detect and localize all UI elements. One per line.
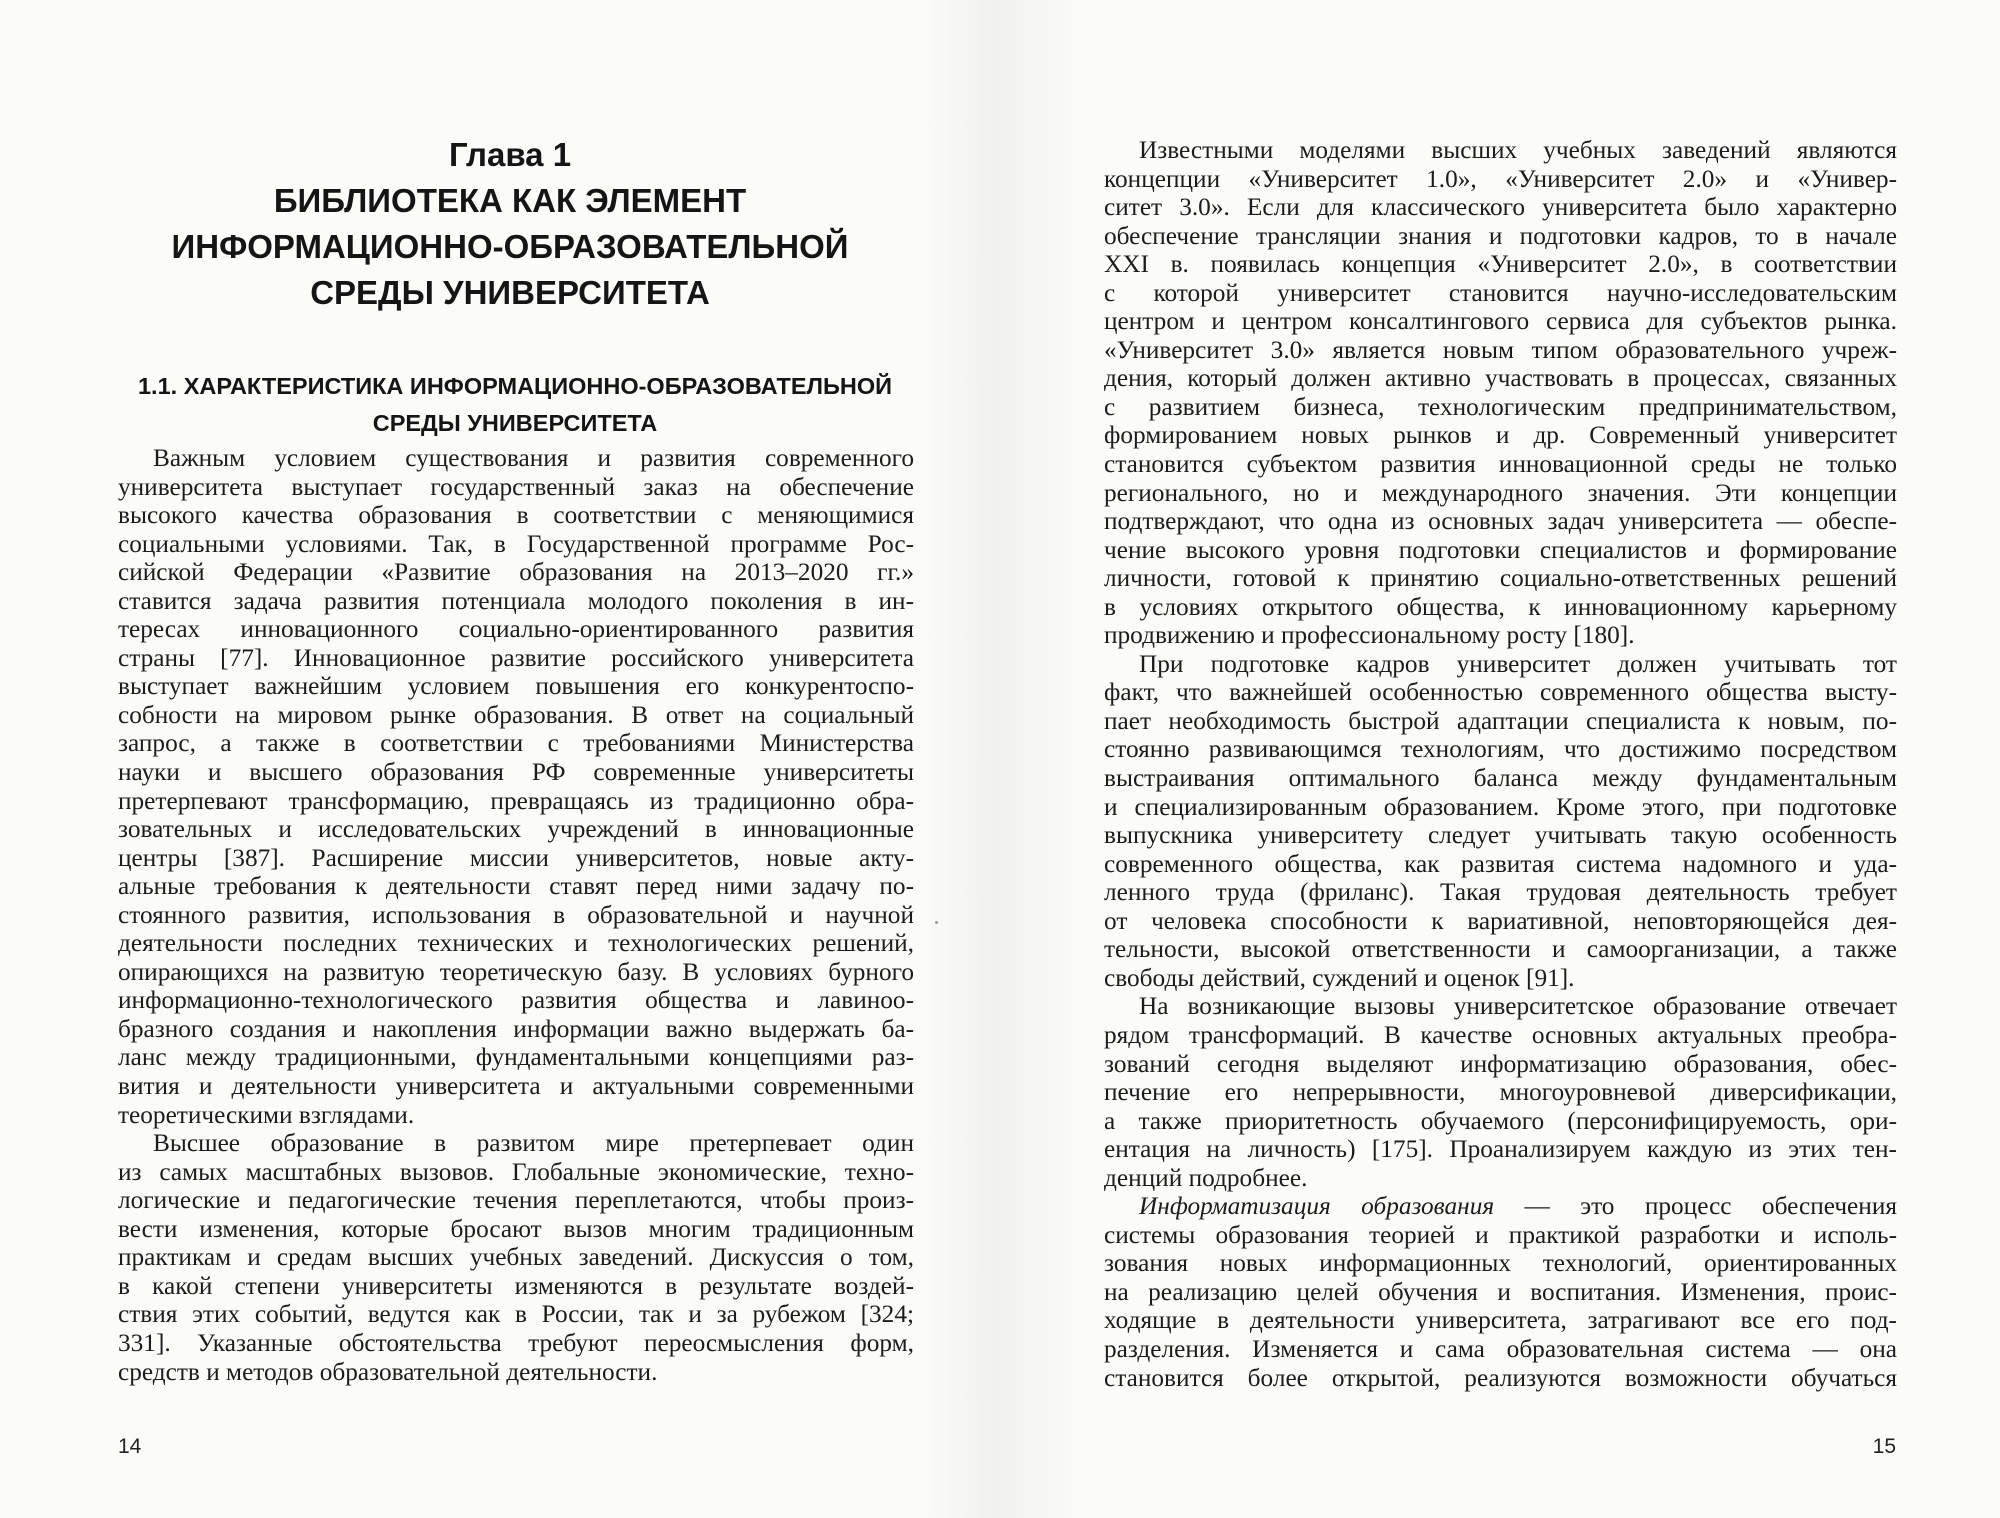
text-line: чение высокого уровня подготовки специалистов и формирование <box>1104 535 1897 564</box>
text-line: информационно-технологического развития общества и лавинoo- <box>118 986 914 1015</box>
text-line: концепции «Университет 1.0», «Университет 2.0» и «Универ- <box>1104 164 1897 193</box>
text-line: Известными моделями высших учебных заведений являются <box>1139 136 1897 164</box>
text-line: ходящие в деятельности университета, затрагивают все его под- <box>1104 1306 1897 1335</box>
text-line: на реализацию целей обучения и воспитания. Изменения, проис- <box>1104 1277 1897 1306</box>
text-line: продвижению и профессиональному росту [180]. <box>1104 621 1635 650</box>
text-line: стоянно развивающимся технологиям, что достижимо посредством <box>1104 735 1897 764</box>
text-line: средств и методов образовательной деятельности. <box>118 1357 658 1386</box>
text-line: деятельности последних технических и технологических решений, <box>118 929 914 958</box>
text-line: современного общества, как развитая система надомного и уда- <box>1104 849 1897 878</box>
text-line: и специализированным образованием. Кроме этого, при подготовке <box>1104 792 1897 821</box>
text-line: регионального, но и международного значения. Эти концепции <box>1104 478 1897 507</box>
text-line: альные требования к деятельности ставят перед ними задачу по- <box>118 872 914 901</box>
text-line: формированием новых рынков и др. Современный университет <box>1104 421 1897 450</box>
text-line: печение его непрерывности, многоуровневой диверсификации, <box>1104 1078 1897 1107</box>
text-line: сийской Федерации «Развитие образования на 2013–2020 гг.» <box>118 558 914 587</box>
text-line: с которой университет становится научно-исследовательским <box>1104 278 1897 307</box>
text-line: дения, который должен активно участвовать в процессах, связанных <box>1104 364 1897 393</box>
text-line: из самых масштабных вызовов. Глобальные экономические, техно- <box>118 1157 914 1186</box>
text-line: науки и высшего образования РФ современные университеты <box>118 758 914 787</box>
text-line: с развитием бизнеса, технологическим предпринимательством, <box>1104 392 1897 421</box>
text-line: тельности, высокой ответственности и самоорганизации, а также <box>1104 935 1897 964</box>
text-line: «Университет 3.0» является новым типом образовательного учреж- <box>1104 335 1897 364</box>
text-line: ланс между традиционными, фундаментальными концепциями раз- <box>118 1043 914 1072</box>
text-line: денций подробнее. <box>1104 1163 1308 1192</box>
text-line: подтверждают, что одна из основных задач университета — обеспе- <box>1104 507 1897 536</box>
text-line: становится субъектом развития инновационной среды не только <box>1104 450 1897 479</box>
text-line: вития и деятельности университета и актуальными современными <box>118 1072 914 1101</box>
text-line: рядом трансформаций. В качестве основных актуальных преобра- <box>1104 1020 1897 1049</box>
text-line: выпускника университету следует учитывать такую особенность <box>1104 821 1897 850</box>
text-span: — это процесс обеспечения <box>1494 1192 1897 1221</box>
right-body-text <box>1104 136 1897 1392</box>
text-line: тересах инновационного социально-ориентированного развития <box>118 615 914 644</box>
text-line: бразного создания и накопления информации важно выдержать ба- <box>118 1014 914 1043</box>
text-line: Высшее образование в развитом мире претерпевает один <box>153 1129 914 1158</box>
text-line: центры [387]. Расширение миссии университетов, новые акту- <box>118 843 914 872</box>
text-line: свободы действий, суждений и оценок [91]. <box>1104 963 1575 992</box>
text-line: ленного труда (фриланс). Такая трудовая деятельность требует <box>1104 878 1897 907</box>
text-line: запрос, а также в соответствии с требованиями Министерства <box>118 729 914 758</box>
text-line: претерпевают трансформацию, превращаясь из традиционно обра- <box>118 786 914 815</box>
text-line: становится более открытой, реализуются возможности обучаться <box>1104 1363 1897 1392</box>
text-line: логические и педагогические течения переплетаются, чтобы произ- <box>118 1186 914 1215</box>
right-page <box>1000 0 2000 1518</box>
text-line: разделения. Изменяется и сама образовательная система — она <box>1104 1334 1897 1363</box>
text-line: ставится задача развития потенциала молодого поколения в ин- <box>118 586 914 615</box>
text-line: ствия этих событий, ведутся как в России, так и за рубежом [324; <box>118 1300 914 1329</box>
text-line: выстраивания оптимального баланса между фундаментальным <box>1104 764 1897 793</box>
text-line: На возникающие вызовы университетское образование отвечает <box>1139 992 1897 1021</box>
text-line: практикам и средам высших учебных заведений. Дискуссия о том, <box>118 1243 914 1272</box>
text-line: стоянного развития, использования в образовательной и научной <box>118 900 914 929</box>
text-line <box>1104 1192 1897 1221</box>
italic-term: Информатизация образования <box>1139 1192 1495 1221</box>
text-line: в условиях открытого общества, к инновационному карьерному <box>1104 592 1897 621</box>
text-line: высокого качества образования в соответствии с меняющимися <box>118 501 914 530</box>
text-line: от человека способности к вариативной, неповторяющейся дея- <box>1104 906 1897 935</box>
text-line: 331]. Указанные обстоятельства требуют переосмысления форм, <box>118 1328 914 1357</box>
text-line: факт, что важнейшей особенностью современного общества высту- <box>1104 678 1897 707</box>
text-line: системы образования теорией и практикой разработки и исполь- <box>1104 1220 1897 1249</box>
text-line: ситет 3.0». Если для классического университета было характерно <box>1104 193 1897 222</box>
page-number: 14 <box>118 1435 142 1458</box>
text-line: теоретическими взглядами. <box>118 1100 415 1129</box>
text-line: обеспечение трансляции знания и подготовки кадров, то в начале <box>1104 221 1897 250</box>
text-line: выступает важнейшим условием повышения его конкурентоспо- <box>118 672 914 701</box>
text-line: социальными условиями. Так, в Государственной программе Рос- <box>118 529 914 558</box>
text-line: в какой степени университеты изменяются в результате воздей- <box>118 1271 914 1300</box>
chapter-title: БИБЛИОТЕКА КАК ЭЛЕМЕНТ ИНФОРМАЦИОННО-ОБРАЗОВАТЕЛЬНОЙ СРЕДЫ УНИВЕРСИТЕТА <box>171 182 849 311</box>
section-title: 1.1. ХАРАКТЕРИСТИКА ИНФОРМАЦИОННО-ОБРАЗОВАТЕЛЬНОЙ СРЕДЫ УНИВЕРСИТЕТА <box>137 373 893 436</box>
text-line: личности, готовой к принятию социально-ответственных решений <box>1104 564 1897 593</box>
left-body-text <box>118 444 914 1386</box>
chapter-number: Глава 1 <box>448 136 572 173</box>
print-speck <box>935 921 938 924</box>
text-line: опирающихся на развитую теоретическую базу. В условиях бурного <box>118 957 914 986</box>
text-line: зования новых информационных технологий, ориентированных <box>1104 1249 1897 1278</box>
text-line: страны [77]. Инновационное развитие российского университета <box>118 643 914 672</box>
page-number: 15 <box>1872 1435 1896 1458</box>
text-line: При подготовке кадров университет должен учитывать тот <box>1139 649 1897 678</box>
chapter-heading <box>150 132 870 316</box>
text-line: вести изменения, которые бросают вызов многим традиционным <box>118 1214 914 1243</box>
text-line: а также приоритетность обучаемого (персонифицируемость, ори- <box>1104 1106 1897 1135</box>
text-line: пает необходимость быстрой адаптации специалиста к новым, по- <box>1104 706 1897 735</box>
text-line: зований сегодня выделяют информатизацию образования, обес- <box>1104 1049 1897 1078</box>
text-line: зовательных и исследовательских учреждений в инновационные <box>118 815 914 844</box>
text-line: ентация на личность) [175]. Проанализируем каждую из этих тен- <box>1104 1135 1897 1164</box>
text-line: центром и центром консалтингового сервиса для субъектов рынка. <box>1104 307 1897 336</box>
text-line: XXI в. появилась концепция «Университет 2.0», в соответствии <box>1104 250 1897 279</box>
text-line: университета выступает государственный заказ на обеспечение <box>118 472 914 501</box>
text-line: Важным условием существования и развития современного <box>153 444 914 472</box>
text-line: собности на мировом рынке образования. В ответ на социальный <box>118 700 914 729</box>
